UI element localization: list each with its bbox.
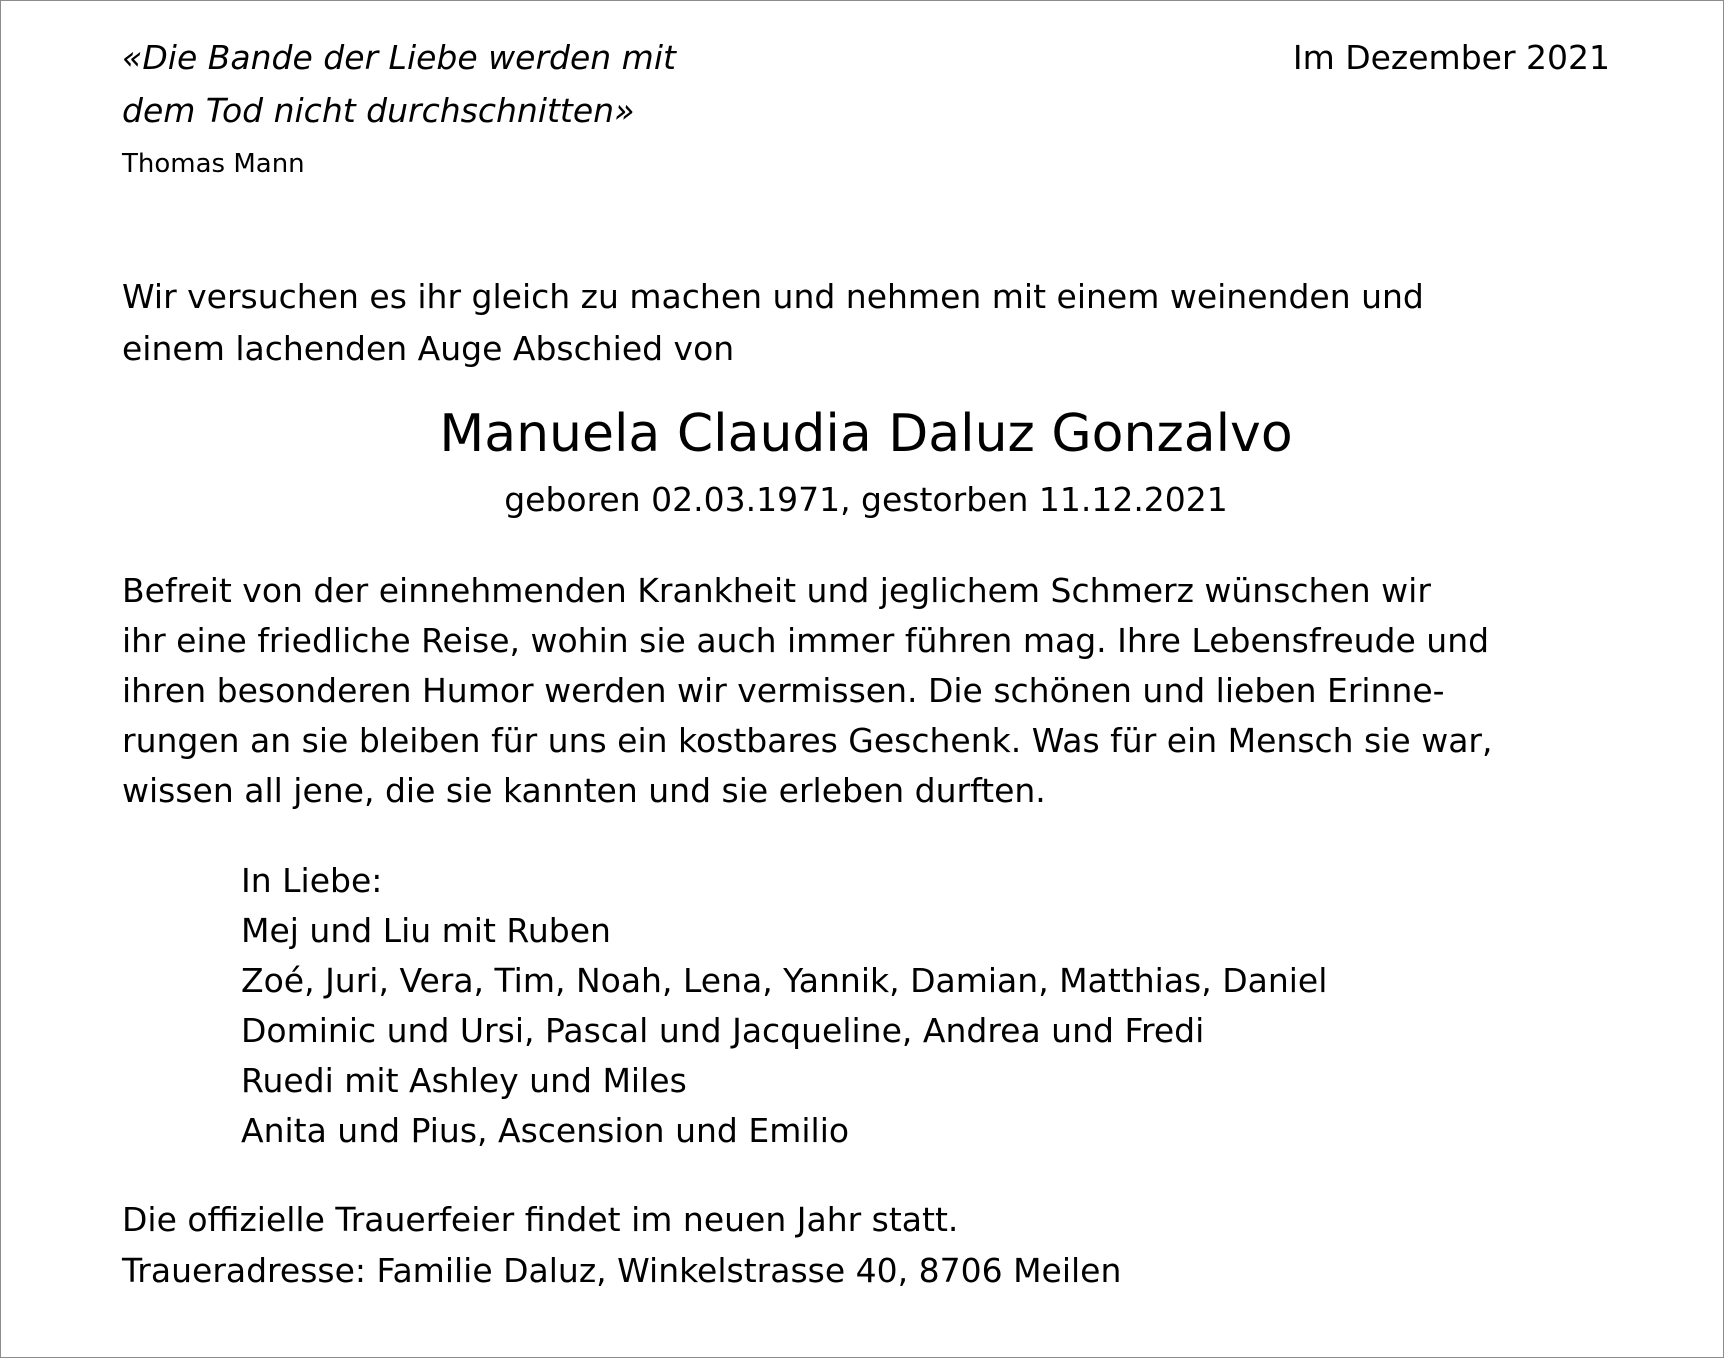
signatory-line: Zoé, Juri, Vera, Tim, Noah, Lena, Yannik, Damian, Matthias, Daniel [241,961,1328,1000]
quote [122,31,676,137]
quote-author: Thomas Mann [122,149,305,179]
deceased-name: Manuela Claudia Daluz Gonzalvo [439,404,1293,464]
notice-footer [122,1194,1610,1296]
intro-paragraph [122,271,1610,375]
signatory-line: Mej und Liu mit Ruben [241,911,611,950]
tribute-line: ihr eine friedliche Reise, wohin sie auch immer führen mag. Ihre Lebensfreude und [122,621,1490,660]
tribute-paragraph [122,566,1610,816]
tribute-line: wissen all jene, die sie kannten und sie erleben durften. [122,771,1046,810]
tribute-line: rungen an sie bleiben für uns ein kostbares Geschenk. Was für ein Mensch sie war, [122,721,1493,760]
notice-content [122,31,1610,1296]
signatory-line: Anita und Pius, Ascension und Emilio [241,1111,850,1150]
intro-line: einem lachenden Auge Abschied von [122,329,735,368]
intro-line: Wir versuchen es ihr gleich zu machen und nehmen mit einem weinenden und [122,277,1424,316]
quote-line: «Die Bande der Liebe werden mit [122,38,676,77]
tribute-line: Befreit von der einnehmenden Krankheit und jeglichem Schmerz wünschen wir [122,571,1431,610]
signatories [241,856,1610,1156]
notice-date: Im Dezember 2021 [1292,38,1610,77]
mourning-address: Traueradresse: Familie Daluz, Winkelstrasse 40, 8706 Meilen [122,1251,1122,1290]
quote-line: dem Tod nicht durchschnitten» [122,91,635,130]
signatories-heading: In Liebe: [241,861,383,900]
signatory-line: Dominic und Ursi, Pascal und Jacqueline, Andrea und Fredi [241,1011,1205,1050]
ceremony-note: Die offizielle Trauerfeier findet im neuen Jahr statt. [122,1200,959,1239]
notice-header [122,31,1610,181]
life-dates: geboren 02.03.1971, gestorben 11.12.2021 [504,480,1228,519]
tribute-line: ihren besonderen Humor werden wir vermissen. Die schönen und lieben Erinne- [122,671,1445,710]
signatory-line: Ruedi mit Ashley und Miles [241,1061,687,1100]
